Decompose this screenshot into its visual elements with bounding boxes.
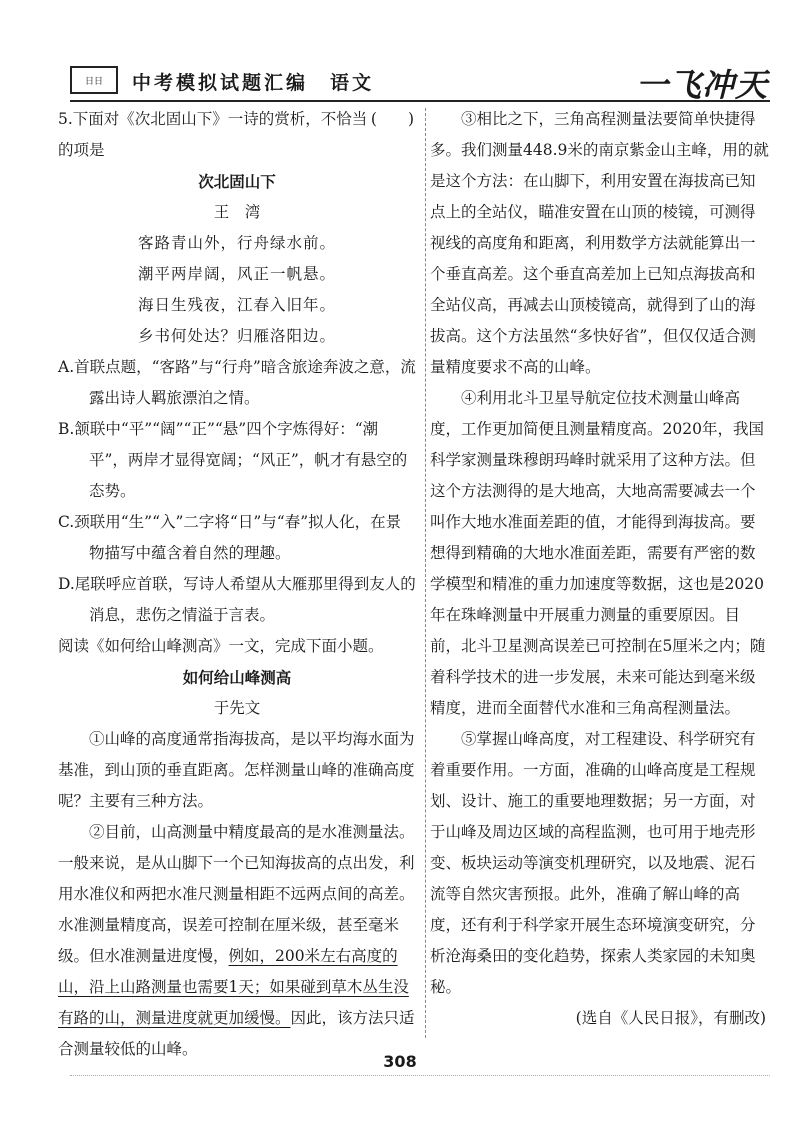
option-a: A.首联点题，“客路”与“行舟”暗含旅途奔波之意，流露出诗人羁旅漂泊之情。 [58, 358, 416, 407]
paragraph-2-conclusion: 因此，该方法只适合测量较低的山峰。 [58, 1009, 415, 1058]
paragraph-2 [58, 817, 416, 1065]
poem-title: 次北固山下 [198, 172, 276, 191]
paragraph-2-underlined: 例如，200米左右高度的山，沿上山路测量也需要1天；如果碰到草木丛生没有路的山，测量进度就更加缓慢。 [58, 947, 409, 1027]
poem-line: 潮平两岸阔，风正一帆悬。 [137, 265, 336, 283]
right-column [430, 104, 770, 1034]
left-column [58, 104, 416, 1065]
reading-intro: 阅读《如何给山峰测高》一文，完成下面小题。 [58, 637, 384, 655]
header-logo: 日日 [70, 66, 118, 94]
page-number: 308 [383, 1052, 417, 1071]
header-title: 中考模拟试题汇编 语文 [132, 72, 375, 94]
paragraph-3: ③相比之下，三角高程测量法要简单快捷得多。我们测量448.9米的南京紫金山主峰，用的就是这个方法：在山脚下，利用安置在海拔高已知点上的全站仪，瞄准安置在山顶的棱镜，可测得视线的高度角和距离，利用数学方法就能算出一个垂直高差。这个垂直高差加上已知点海拔高和全站仪高，再减去山顶棱镜高，就得到了山的海拔高。这个方法虽然“多快好省”，但仅仅适合测量精度要求不高的山峰。 [430, 110, 769, 376]
answer-paren: ( ) [370, 110, 414, 128]
question-text: 5.下面对《次北固山下》一诗的赏析，不恰当的项是 [58, 110, 368, 159]
poem-line: 海日生残夜，江春入旧年。 [137, 296, 336, 314]
article-author: 于先文 [213, 699, 261, 717]
article-source: (选自《人民日报》，有删改) [575, 1009, 766, 1027]
option-d: D.尾联呼应首联，写诗人希望从大雁那里得到友人的消息，悲伤之情溢于言表。 [58, 575, 416, 624]
question-5 [58, 104, 416, 166]
poem-author: 王 湾 [213, 203, 261, 221]
page-header [70, 60, 770, 102]
article-title: 如何给山峰测高 [182, 668, 292, 687]
paragraph-2-text: ②目前，山高测量中精度最高的是水准测量法。一般来说，是从山脚下一个已知海拔高的点出发，利用水准仪和两把水准尺测量相距不远两点间的高差。水准测量精度高，误差可控制在厘米级，甚至毫米级。但水准测量进度慢， [58, 823, 415, 965]
footer-line [70, 1075, 770, 1076]
paragraph-5: ⑤掌握山峰高度，对工程建设、科学研究有着重要作用。一方面，准确的山峰高度是工程规划、设计、施工的重要地理数据；另一方面，对于山峰及周边区域的高程监测，也可用于地壳形变、板块运动等演变机理研究，以及地震、泥石流等自然灾害预报。此外，准确了解山峰的高度，还有利于科学家开展生态环境演变研究，分析沧海桑田的变化趋势，探索人类家园的未知奥秘。 [430, 730, 756, 996]
poem-line: 乡书何处达？归雁洛阳边。 [137, 327, 336, 345]
paragraph-1: ①山峰的高度通常指海拔高，是以平均海水面为基准，到山顶的垂直距离。怎样测量山峰的准确高度呢？主要有三种方法。 [58, 730, 415, 810]
option-b: B.颔联中“平”“阔”“正”“悬”四个字炼得好：“潮平”，两岸才显得宽阔；“风正”，帆才有悬空的态势。 [58, 420, 408, 500]
paragraph-4: ④利用北斗卫星导航定位技术测量山峰高度，工作更加简便且测量精度高。2020年，我国科学家测量珠穆朗玛峰时就采用了这种方法。但这个方法测得的是大地高，大地高需要减去一个叫作大地水准面差距的值，才能得到海拔高。要想得到精确的大地水准面差距，需要有严密的数学模型和精准的重力加速度等数据，这也是2020年在珠峰测量中开展重力测量的重要原因。目前，北斗卫星测高误差已可控制在5厘米之内；随着科学技术的进一步发展，未来可能达到毫米级精度，进而全面替代水准和三角高程测量法。 [430, 389, 766, 717]
option-c: C.颈联用“生”“入”二字将“日”与“春”拟人化，在景物描写中蕴含着自然的理趣。 [58, 513, 402, 562]
column-divider [425, 108, 426, 1038]
poem-line: 客路青山外，行舟绿水前。 [137, 234, 336, 252]
header-brand: 一飞冲天 [635, 66, 768, 104]
